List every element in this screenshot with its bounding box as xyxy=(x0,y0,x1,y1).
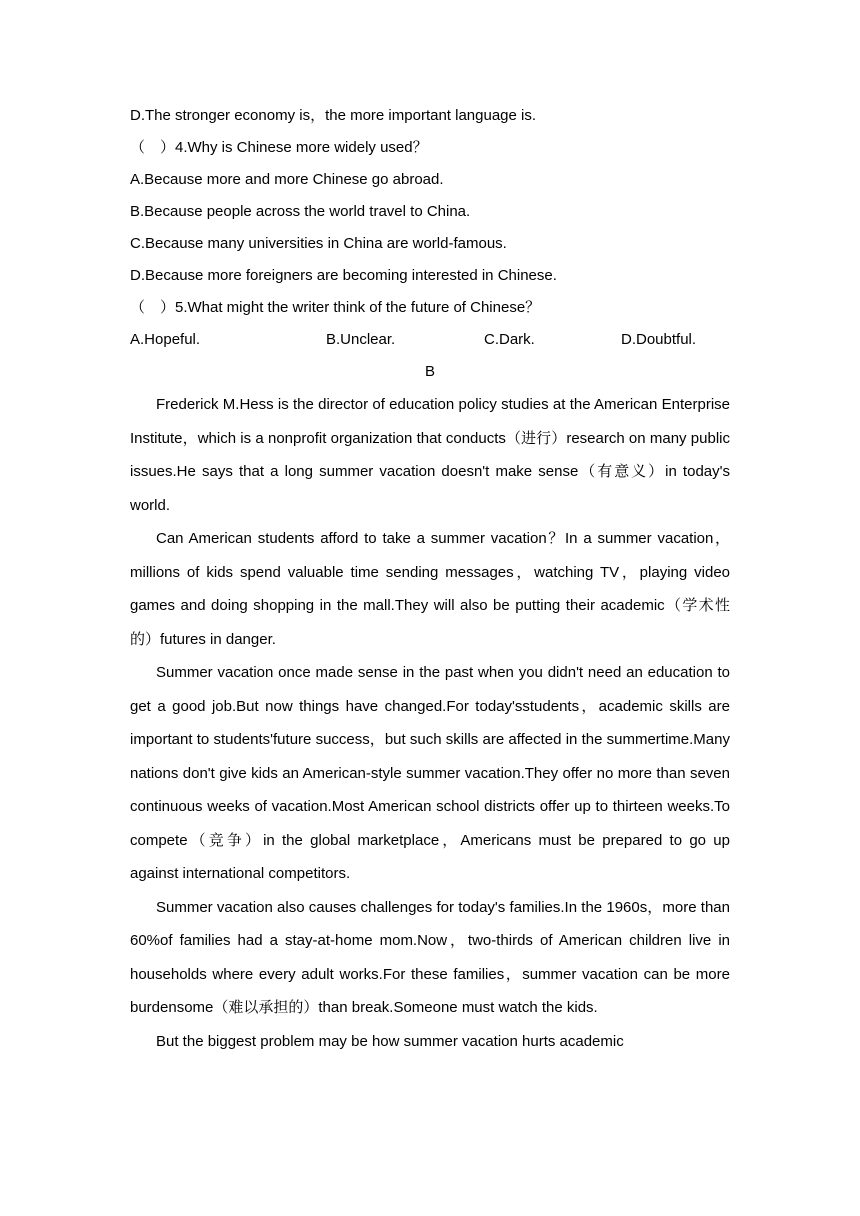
document-page xyxy=(130,100,730,1058)
passage-b-paragraph-2: Can American students afford to take a summer vacation？In a summer vacation，millions of kids spend valuable time sending messages，watching TV，playing video games and doing shopping in the mall.They will also be putting their academic（学术性的）futures in danger. xyxy=(130,530,730,648)
q5-stem: （ ）5.What might the writer think of the future of Chinese？ xyxy=(130,299,541,316)
q4-option-b: B.Because people across the world travel to China. xyxy=(130,203,471,220)
q4-stem: （ ）4.Why is Chinese more widely used？ xyxy=(130,139,428,156)
passage-b-paragraph-5: But the biggest problem may be how summer vacation hurts academic xyxy=(156,1032,624,1050)
passage-b-paragraph-3: Summer vacation once made sense in the past when you didn't need an education to get a good job.But now things have changed.For today'sstudents，academic skills are important to students'future success，but such skills are affected in the summertime.Many nations don't give kids an American-style summer vacation.They offer no more than seven continuous weeks of vacation.Most American school districts offer up to thirteen weeks.To compete（竞争）in the global marketplace，Americans must be prepared to go up against international competitors. xyxy=(130,664,730,882)
q4-option-a: A.Because more and more Chinese go abroad. xyxy=(130,171,444,188)
q5-option-c: C.Dark. xyxy=(484,331,535,348)
passage-b-paragraph-1: Frederick M.Hess is the director of education policy studies at the American Enterprise Institute，which is a nonprofit organization that conducts（进行）research on many public issues.He says that a long summer vacation doesn't make sense（有意义）in today's world. xyxy=(130,396,730,514)
q4-option-d: D.Because more foreigners are becoming interested in Chinese. xyxy=(130,267,557,284)
passage-b-paragraph-4: Summer vacation also causes challenges for today's families.In the 1960s，more than 60%of families had a stay-at-home mom.Now，two-thirds of American children live in households where every adult works.For these families，summer vacation can be more burdensome（难以承担的）than break.Someone must watch the kids. xyxy=(130,898,730,1016)
q4-option-c: C.Because many universities in China are world-famous. xyxy=(130,235,507,252)
q5-options xyxy=(130,324,730,356)
passage-b-title: B xyxy=(424,363,435,380)
q5-option-b: B.Unclear. xyxy=(326,331,396,348)
q5-option-a: A.Hopeful. xyxy=(130,331,201,348)
q5-option-d: D.Doubtful. xyxy=(621,331,697,348)
q3-option-d: D.The stronger economy is，the more important language is. xyxy=(130,107,537,124)
